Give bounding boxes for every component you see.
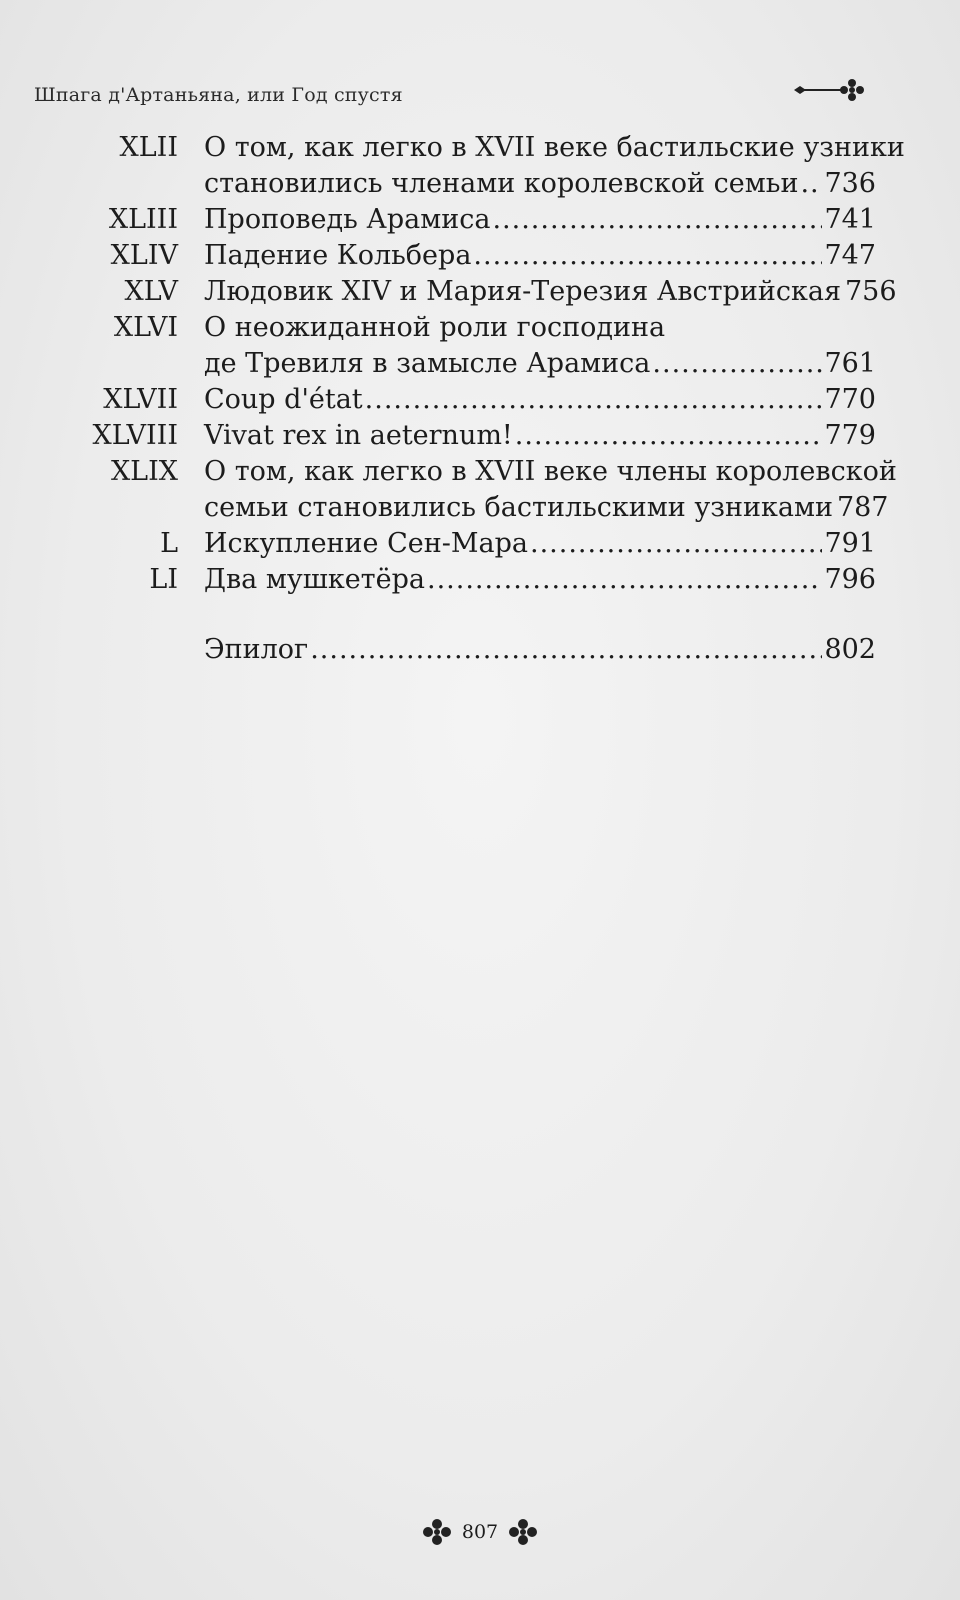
chapter-title-block	[204, 310, 876, 382]
chapter-title-leader-line	[204, 202, 876, 238]
chapter-title-leader-line	[204, 526, 876, 562]
chapter-title-line: О неожиданной роли господина	[204, 312, 666, 343]
chapter-number: XLVI	[113, 312, 178, 343]
toc-entry	[0, 526, 960, 562]
chapter-number: L	[160, 528, 178, 559]
toc-entry	[0, 454, 960, 526]
chapter-title: Падение Кольбера	[204, 240, 472, 271]
chapter-number: XLV	[124, 276, 178, 307]
chapter-number: XLIX	[110, 456, 178, 487]
chapter-number: XLVIII	[92, 420, 178, 451]
right-fleuron-icon	[506, 1516, 540, 1548]
toc-entry	[0, 274, 960, 310]
dot-leader	[492, 202, 822, 238]
chapter-page-number: 747	[824, 240, 876, 271]
chapter-title: становились членами королевской семьи	[204, 168, 799, 199]
chapter-title: Два мушкетёра	[204, 564, 425, 595]
chapter-title: Проповедь Арамиса	[204, 204, 491, 235]
dot-leader	[473, 238, 822, 274]
page-number: 807	[461, 1521, 499, 1543]
chapter-title-line: О том, как легко в XVII веке члены королевской	[204, 456, 897, 487]
chapter-title: Vivat rex in aeternum!	[204, 420, 513, 451]
chapter-number: LI	[149, 564, 178, 595]
chapter-title: семьи становились бастильскими узниками	[204, 492, 833, 523]
dot-leader	[652, 346, 822, 382]
chapter-page-number: 802	[824, 634, 876, 665]
chapter-page-number: 736	[824, 168, 876, 199]
chapter-title-block	[204, 526, 876, 562]
chapter-title-leader-line	[204, 562, 876, 598]
toc-entry	[0, 418, 960, 454]
chapter-title-leader-line	[204, 346, 876, 382]
toc-entry	[0, 310, 960, 382]
chapter-page-number: 796	[824, 564, 876, 595]
dot-leader	[800, 166, 822, 202]
chapter-title-line: О том, как легко в XVII веке бастильские узники	[204, 132, 905, 163]
toc-entry	[0, 238, 960, 274]
chapter-title: Эпилог	[204, 634, 309, 665]
toc-entry	[0, 382, 960, 418]
chapter-title-block	[204, 418, 876, 454]
toc-entry	[0, 562, 960, 598]
chapter-title: де Тревиля в замысле Арамиса	[204, 348, 651, 379]
chapter-page-number: 741	[824, 204, 876, 235]
chapter-title: Искупление Сен-Мара	[204, 528, 528, 559]
chapter-page-number: 756	[845, 276, 897, 307]
chapter-page-number: 779	[824, 420, 876, 451]
chapter-page-number: 787	[836, 492, 889, 523]
chapter-title-block	[204, 454, 897, 526]
chapter-title-block	[204, 562, 876, 598]
chapter-title-leader-line	[204, 632, 876, 668]
running-head: Шпага д'Артаньяна, или Год спустя	[34, 84, 403, 106]
page-footer	[0, 1516, 960, 1552]
dot-leader	[427, 562, 822, 598]
chapter-page-number: 791	[824, 528, 876, 559]
dot-leader	[530, 526, 822, 562]
chapter-page-number: 770	[824, 384, 876, 415]
chapter-title-leader-line	[204, 274, 897, 310]
toc-entry	[0, 202, 960, 238]
chapter-title-block	[204, 274, 897, 310]
toc-entry	[0, 130, 960, 202]
chapter-title: Coup d'état	[204, 384, 363, 415]
chapter-title-leader-line	[204, 382, 876, 418]
chapter-title: Людовик XIV и Мария-Терезия Австрийская	[204, 276, 841, 307]
chapter-title-leader-line	[204, 166, 876, 202]
fleuron-ornament-icon	[794, 74, 872, 106]
chapter-title-leader-line	[204, 238, 876, 274]
chapter-title-leader-line	[204, 490, 889, 526]
chapter-title-block	[204, 382, 876, 418]
chapter-title-block	[204, 238, 876, 274]
chapter-title-block	[204, 130, 905, 202]
chapter-page-number: 761	[824, 348, 876, 379]
chapter-number: XLIII	[108, 204, 178, 235]
dot-leader	[365, 382, 823, 418]
chapter-number: XLII	[119, 132, 178, 163]
chapter-number: XLVII	[103, 384, 178, 415]
chapter-title-block	[204, 202, 876, 238]
left-fleuron-icon	[420, 1516, 454, 1548]
chapter-title-block	[204, 632, 876, 668]
dot-leader	[310, 632, 822, 668]
dot-leader	[515, 418, 823, 454]
chapter-title-leader-line	[204, 418, 876, 454]
toc-entry	[0, 632, 960, 668]
chapter-number: XLIV	[110, 240, 178, 271]
